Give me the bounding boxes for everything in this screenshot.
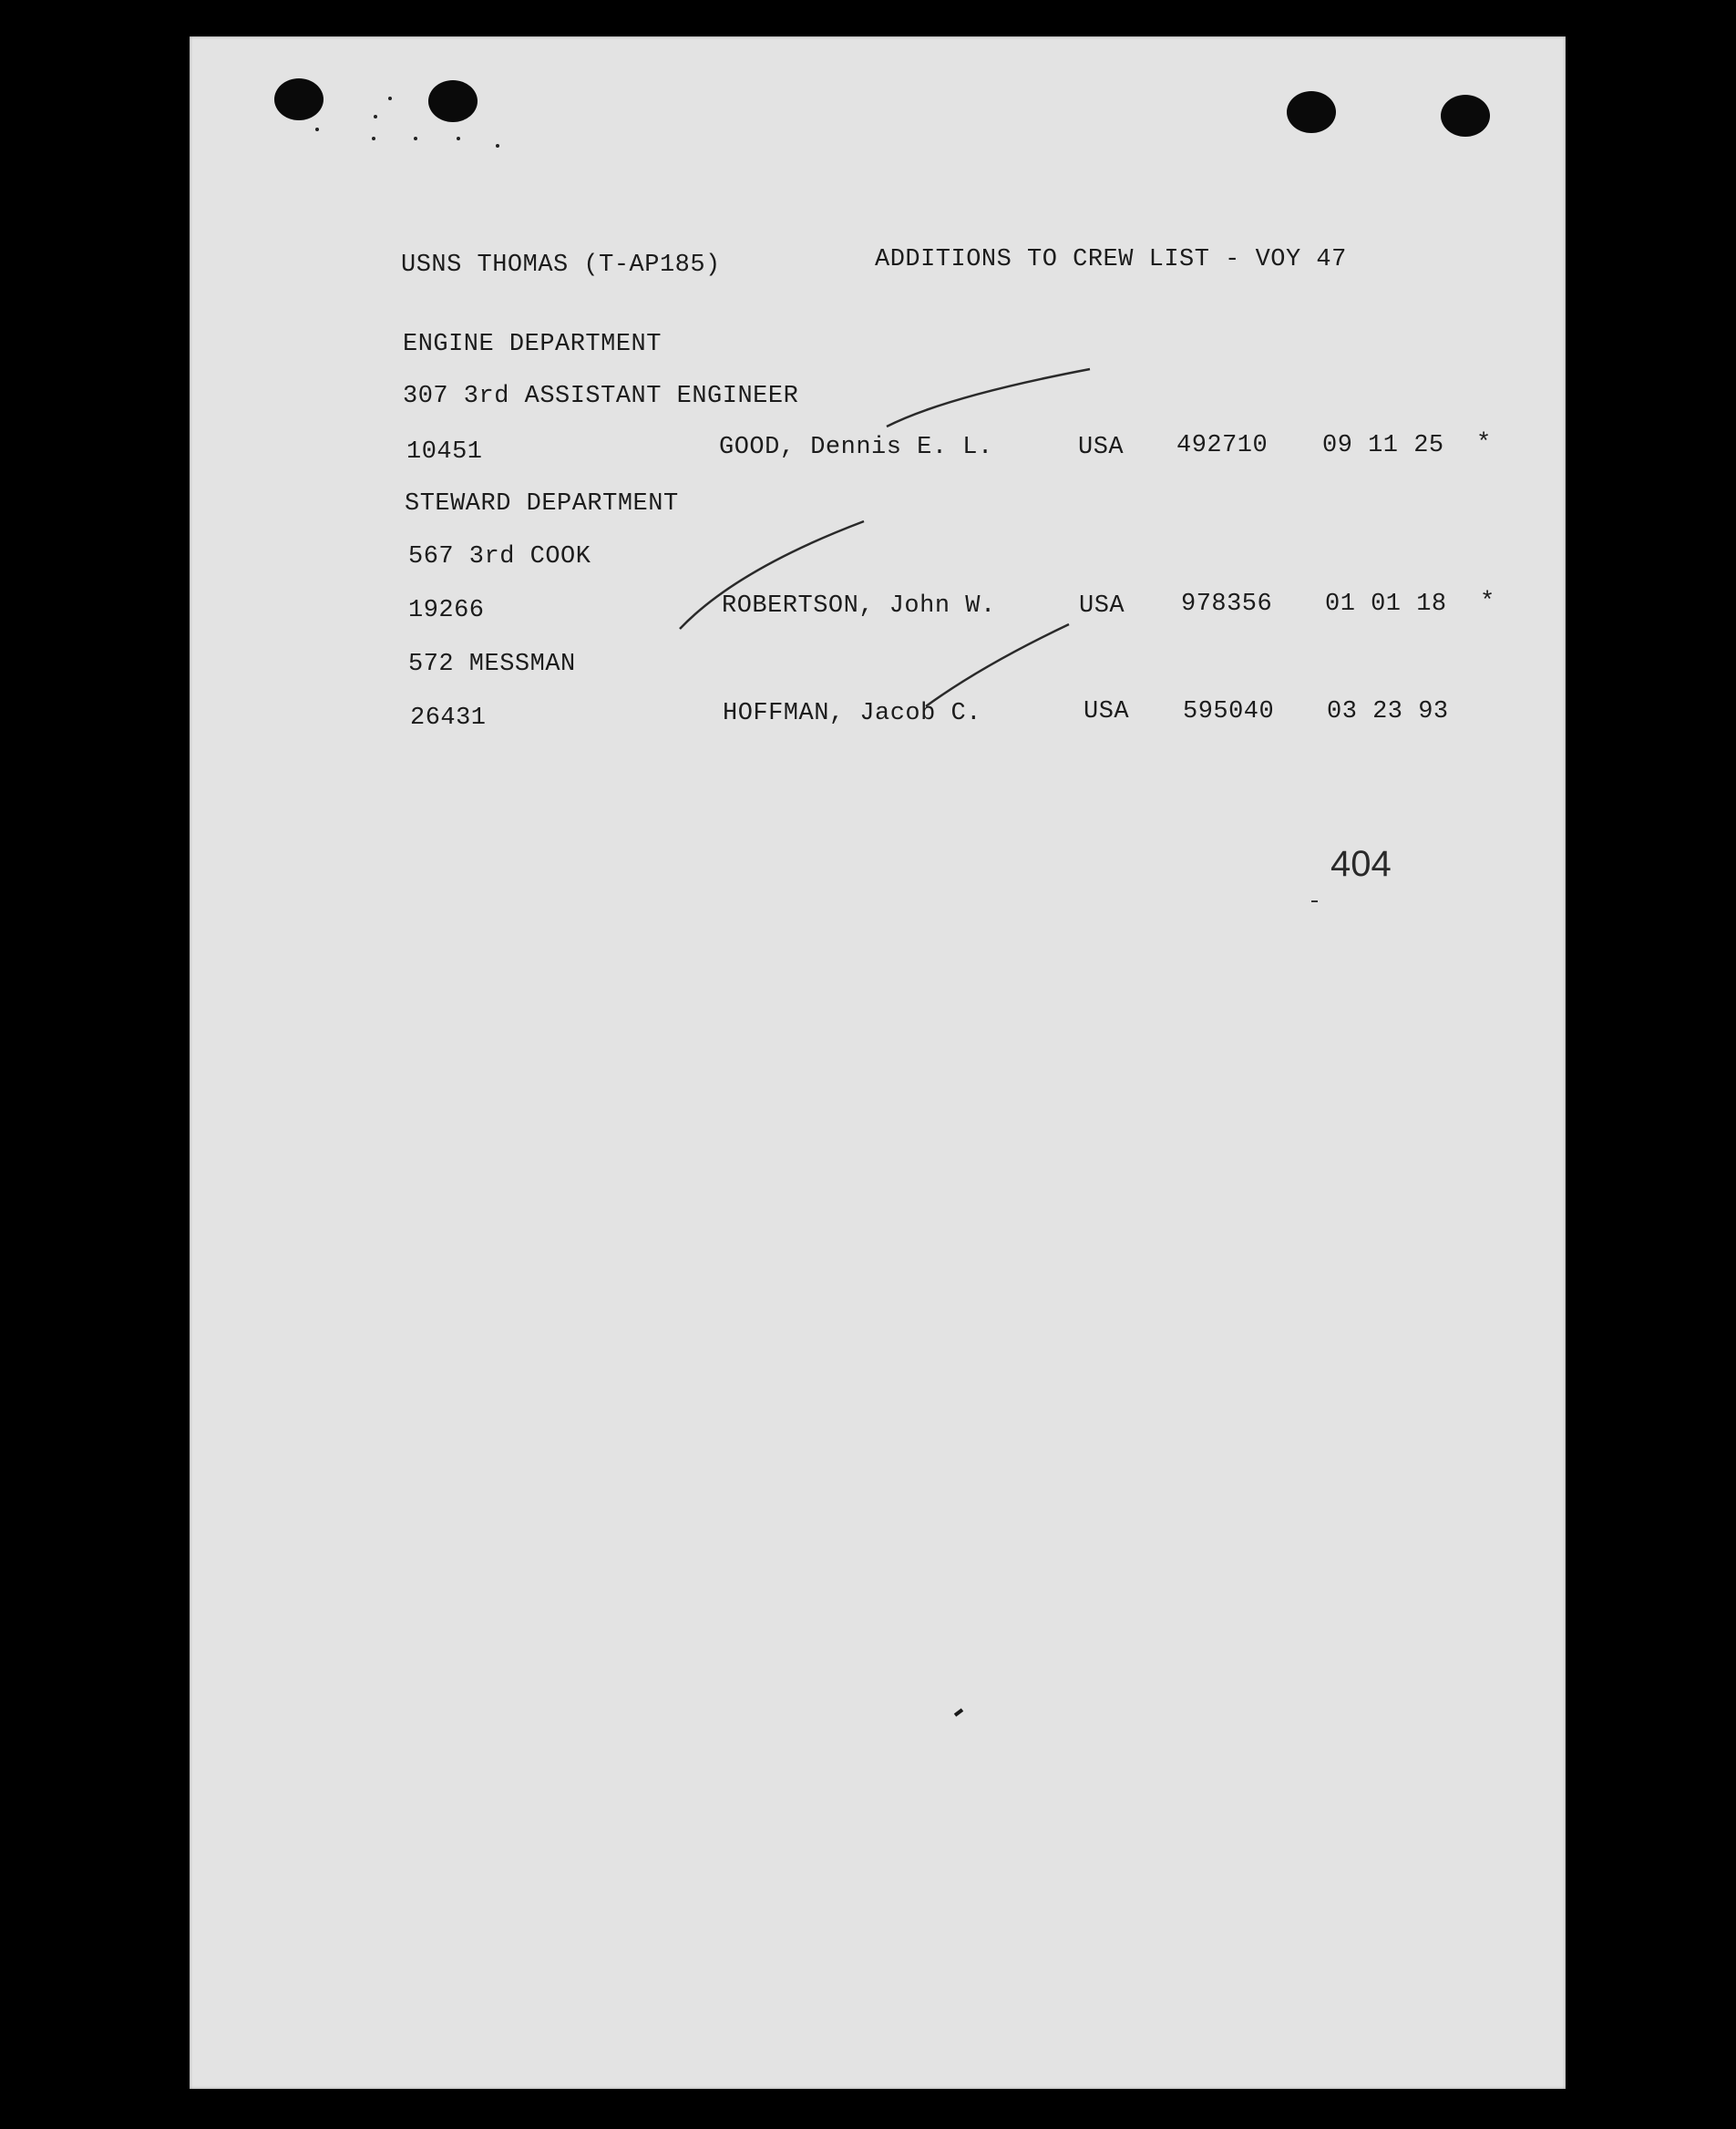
speck [457, 137, 460, 140]
crew-name: ROBERTSON, John W. [722, 592, 996, 620]
check-mark-icon [887, 369, 1090, 427]
position-heading: 572 MESSMAN [408, 651, 576, 678]
department-heading: ENGINE DEPARTMENT [403, 331, 662, 358]
speck [315, 128, 319, 131]
check-marks [190, 36, 1566, 2089]
crew-mark: * [1480, 589, 1495, 616]
crew-number: 595040 [1183, 698, 1275, 725]
crew-date: 01 01 18 [1325, 591, 1447, 618]
document-title: ADDITIONS TO CREW LIST - VOY 47 [875, 246, 1347, 273]
check-mark-icon [926, 624, 1069, 706]
crew-number: 978356 [1181, 591, 1273, 618]
binder-hole-1 [274, 78, 324, 120]
crew-id: 26431 [410, 705, 487, 732]
crew-name: GOOD, Dennis E. L. [719, 434, 993, 461]
crew-nationality: USA [1079, 592, 1125, 620]
binder-hole-2 [428, 80, 478, 122]
crew-mark: * [1476, 430, 1492, 458]
page-number: 404 [1330, 844, 1392, 884]
crew-id: 10451 [406, 438, 483, 466]
crew-date: 09 11 25 [1322, 432, 1444, 459]
crew-nationality: USA [1084, 698, 1130, 725]
document-page [190, 36, 1566, 2089]
crew-date: 03 23 93 [1327, 698, 1449, 725]
position-heading: 307 3rd ASSISTANT ENGINEER [403, 383, 799, 410]
speck [374, 115, 377, 118]
crew-id: 19266 [408, 597, 485, 624]
speck [496, 144, 499, 148]
speck [388, 97, 392, 100]
ship-designation: USNS THOMAS (T-AP185) [401, 252, 721, 279]
binder-hole-4 [1441, 95, 1490, 137]
department-heading: STEWARD DEPARTMENT [405, 490, 679, 518]
binder-hole-3 [1287, 91, 1336, 133]
crew-name: HOFFMAN, Jacob C. [723, 700, 981, 727]
crew-nationality: USA [1078, 434, 1125, 461]
position-heading: 567 3rd COOK [408, 543, 591, 571]
crew-number: 492710 [1176, 432, 1269, 459]
speck [414, 137, 417, 140]
speck [372, 137, 375, 140]
stray-mark-icon [955, 1710, 962, 1715]
